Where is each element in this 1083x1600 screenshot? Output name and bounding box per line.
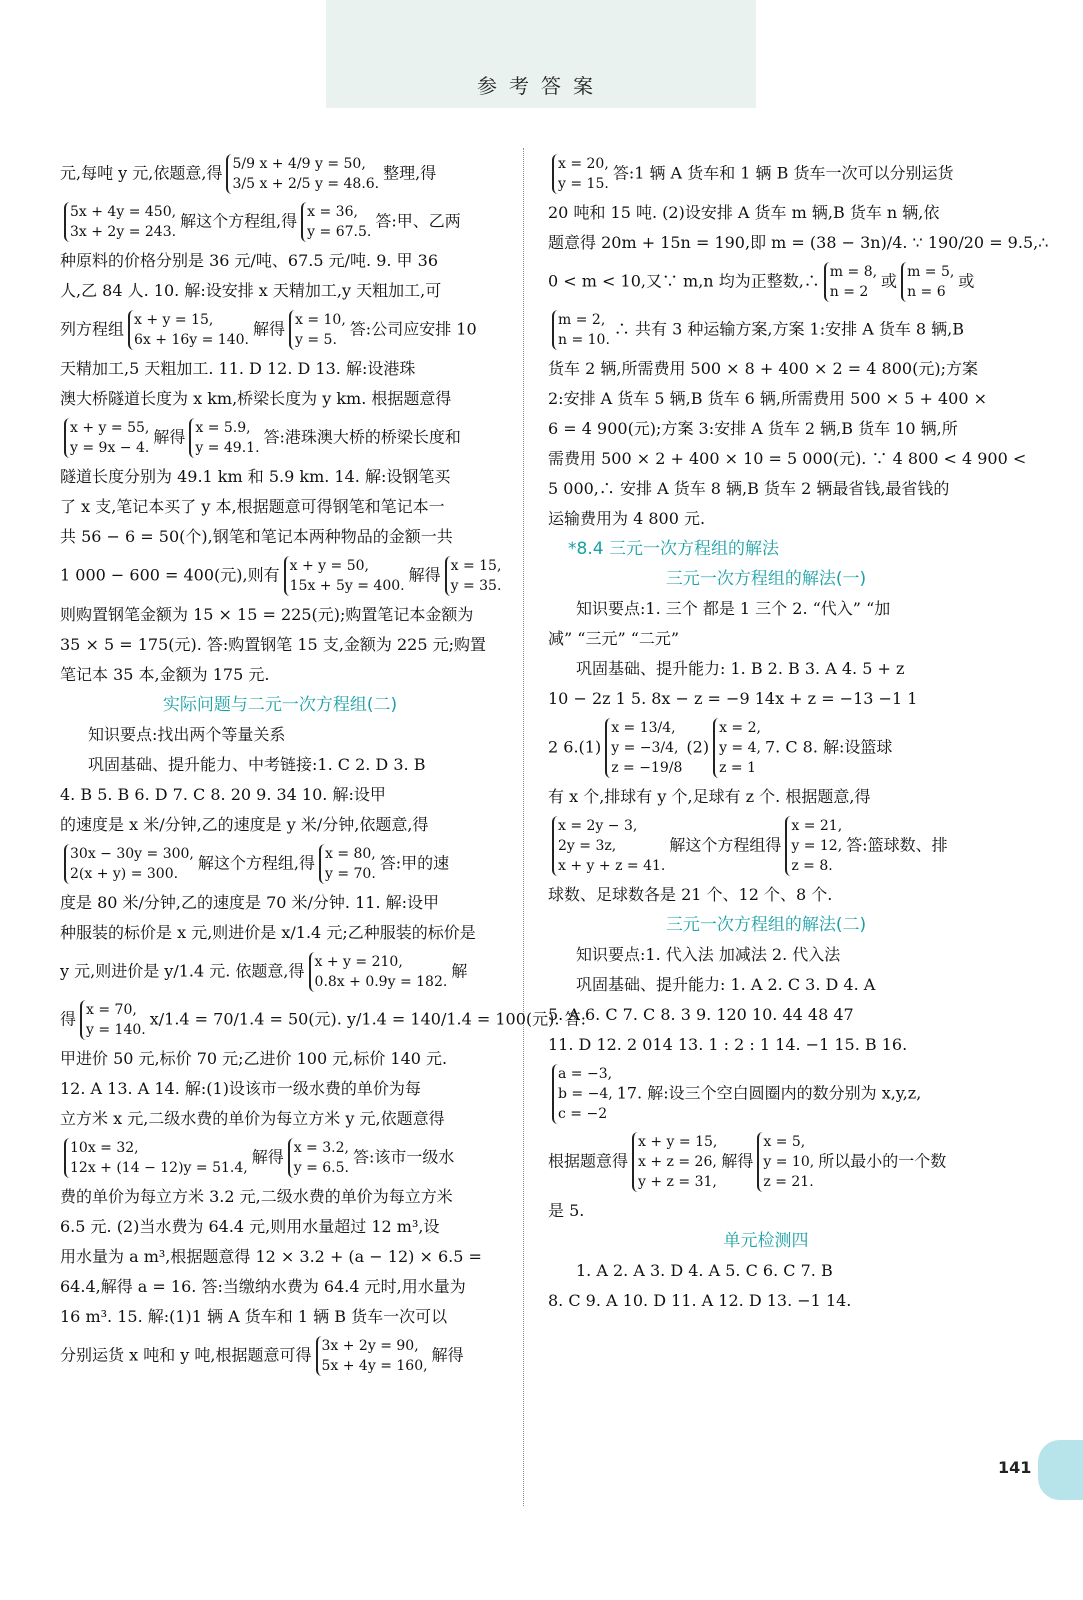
- equation-system: [64, 844, 194, 884]
- equation: x = 21,: [791, 818, 843, 834]
- answer-line: 是 5.: [548, 1201, 585, 1220]
- equation: 12x + (14 − 12)y = 51.4,: [70, 1160, 248, 1176]
- equation: 6x + 16y = 140.: [134, 332, 249, 348]
- answer-line: 了 x 支,笔记本买了 y 本,根据题意可得钢笔和笔记本一: [60, 497, 445, 516]
- equation: y = 10,: [763, 1154, 815, 1170]
- equation: z = 21.: [763, 1174, 814, 1190]
- answer-line: 知识要点:找出两个等量关系: [88, 725, 286, 744]
- equation-system: [64, 202, 176, 242]
- equation: x = 5,: [763, 1134, 806, 1150]
- answer-line: 笔记本 35 本,金额为 175 元.: [60, 665, 270, 684]
- answer-line: 16 m³. 15. 解:(1)1 辆 A 货车和 1 辆 B 货车一次可以: [60, 1307, 448, 1326]
- solution-system: [189, 418, 259, 458]
- equation-line: [548, 1128, 984, 1196]
- equation-system: [284, 556, 405, 596]
- equation-line: [60, 948, 500, 996]
- equation: y = 12,: [791, 838, 843, 854]
- line-text: ∴ 共有 3 种运输方案,方案 1:安排 A 货车 8 辆,B: [613, 319, 965, 339]
- line-text: 7. C 8. 解:设篮球: [764, 737, 893, 757]
- equation: m = 2,: [558, 312, 606, 328]
- equation: x + y = 15,: [638, 1134, 718, 1150]
- answer-line: 人,乙 84 人. 10. 解:设安排 x 天精加工,y 天粗加工,可: [60, 281, 442, 300]
- answer-line: 4. B 5. B 6. D 7. C 8. 20 9. 34 10. 解:设甲: [60, 785, 386, 804]
- line-text: 或: [881, 271, 898, 291]
- line-text: 答:1 辆 A 货车和 1 辆 B 货车一次可以分别运货: [612, 163, 954, 183]
- answer-line: 64.4,解得 a = 16. 答:当缴纳水费为 64.4 元时,用水量为: [60, 1277, 466, 1296]
- answer-line: 题意得 20m + 15n = 190,即 m = (38 − 3n)/4. ∵ 190/20 = 9.5,∴: [548, 233, 1049, 252]
- line-text: 答:篮球数、排: [846, 835, 948, 855]
- answer-line: 5 000,∴ 安排 A 货车 8 辆,B 货车 2 辆最省钱,最省钱的: [548, 479, 950, 498]
- equation: y + z = 31,: [638, 1174, 717, 1190]
- line-text: 列方程组: [60, 319, 125, 339]
- equation-system: [309, 952, 448, 992]
- solution-system: [319, 844, 376, 884]
- answer-line: 甲进价 50 元,标价 70 元;乙进价 100 元,标价 140 元.: [60, 1049, 448, 1068]
- answer-line: 11. D 12. 2 014 13. 1 : 2 : 1 14. −1 15. B 16.: [548, 1035, 908, 1054]
- answer-line: 巩固基础、提升能力: 1. A 2. C 3. D 4. A: [576, 975, 876, 994]
- equation: x = 36,: [307, 204, 358, 220]
- line-text: 2 6.(1): [548, 737, 602, 757]
- line-text: (2): [686, 737, 710, 757]
- line-text: 答:甲的速: [379, 853, 450, 873]
- answer-line: 20 吨和 15 吨. (2)设安排 A 货车 m 辆,B 货车 n 辆,依: [548, 203, 940, 222]
- equation: x + y = 50,: [289, 558, 369, 574]
- equation: 5x + 4y = 160,: [321, 1358, 428, 1374]
- equation: x = 5.9,: [195, 420, 251, 436]
- line-text: 分别运货 x 吨和 y 吨,根据题意可得: [60, 1345, 312, 1365]
- answer-line: 需费用 500 × 2 + 400 × 10 = 5 000(元). ∵ 4 800 < 4 900 <: [548, 449, 1027, 468]
- answer-line: 35 × 5 = 175(元). 答:购置钢笔 15 支,金额为 225 元;购置: [60, 635, 487, 654]
- answer-line: 6 = 4 900(元);方案 3:安排 A 货车 2 辆,B 货车 10 辆,所: [548, 419, 958, 438]
- equation: n = 2: [829, 284, 869, 300]
- line-text: 或: [958, 271, 975, 291]
- equation: y = 67.5.: [307, 224, 372, 240]
- answer-line: 巩固基础、提升能力、中考链接:1. C 2. D 3. B: [88, 755, 426, 774]
- equation-system: [552, 816, 665, 876]
- equation: 5x + 4y = 450,: [70, 204, 177, 220]
- line-text: 解得: [408, 565, 441, 585]
- equation: x + y + z = 41.: [558, 858, 666, 874]
- equation-system: [64, 1138, 248, 1178]
- equation: m = 5,: [907, 264, 955, 280]
- line-text: 解得: [252, 319, 285, 339]
- answer-line: 12. A 13. A 14. 解:(1)设该市一级水费的单价为每: [60, 1079, 421, 1098]
- equation-line: [60, 306, 500, 354]
- line-text: 解得: [431, 1345, 464, 1365]
- solution-system: [757, 1132, 814, 1192]
- equation-line: [548, 812, 984, 880]
- solution-system: [289, 310, 346, 350]
- equation: y = 35.: [450, 578, 502, 594]
- equation: 2(x + y) = 300.: [70, 866, 179, 882]
- equation: x + y = 55,: [70, 420, 150, 436]
- equation: b = −4,: [558, 1086, 613, 1102]
- equation-line: [548, 1060, 984, 1128]
- section-heading: *8.4 三元一次方程组的解法: [568, 539, 779, 559]
- line-text: 整理,得: [383, 163, 437, 183]
- answer-line: 1. A 2. A 3. D 4. A 5. C 6. C 7. B: [576, 1261, 833, 1280]
- equation: y = 5.: [295, 332, 337, 348]
- subsection-heading: 实际问题与二元一次方程组(二): [162, 695, 398, 715]
- equation: z = 1: [719, 760, 756, 776]
- equation: x = 10,: [295, 312, 346, 328]
- answer-line: 费的单价为每立方米 3.2 元,二级水费的单价为每立方米: [60, 1187, 453, 1206]
- subsection-heading: 三元一次方程组的解法(一): [665, 569, 867, 589]
- equation: y = −3/4,: [611, 740, 679, 756]
- line-text: 所以最小的一个数: [818, 1151, 947, 1171]
- line-text: 解得: [251, 1147, 284, 1167]
- equation-line: [60, 414, 500, 462]
- equation-line: [548, 150, 984, 198]
- equation: x = 13/4,: [611, 720, 676, 736]
- answer-line: 共 56 − 6 = 50(个),钢笔和笔记本两种物品的金额一共: [60, 527, 453, 546]
- solution-system: [713, 718, 761, 778]
- equation: y = 49.1.: [195, 440, 260, 456]
- line-text: 解得: [153, 427, 186, 447]
- equation: y = 15.: [558, 176, 609, 192]
- line-text: 解这个方程组得: [669, 835, 782, 855]
- answer-line: 天精加工,5 天粗加工. 11. D 12. D 13. 解:设港珠: [60, 359, 416, 378]
- answer-line: 种服装的标价是 x 元,则进价是 x/1.4 元;乙种服装的标价是: [60, 923, 476, 942]
- equation: x = 3.2,: [293, 1140, 349, 1156]
- line-text: 解这个方程组,得: [197, 853, 315, 873]
- answer-line: 8. C 9. A 10. D 11. A 12. D 13. −1 14.: [548, 1291, 852, 1310]
- answer-line: 6.5 元. (2)当水费为 64.4 元,则用水量超过 12 m³,设: [60, 1217, 440, 1236]
- equation-system: [128, 310, 249, 350]
- line-text: 解: [451, 961, 468, 981]
- equation: x = 20,: [558, 156, 609, 172]
- equation-system: [64, 418, 149, 458]
- answer-line: 巩固基础、提升能力: 1. B 2. B 3. A 4. 5 + z: [576, 659, 905, 678]
- equation: x = 70,: [86, 1002, 137, 1018]
- page-title: 参考答案: [477, 74, 605, 98]
- answer-line: 运输费用为 4 800 元.: [548, 509, 706, 528]
- solution-system: [901, 262, 954, 302]
- page-tab: [1038, 1440, 1083, 1500]
- equation-system: [552, 310, 610, 350]
- answer-line: 有 x 个,排球有 y 个,足球有 z 个. 根据题意,得: [548, 787, 871, 806]
- equation-line: [548, 306, 984, 354]
- equation: 5/9 x + 4/9 y = 50,: [232, 156, 366, 172]
- line-text: 答:该市一级水: [352, 1147, 455, 1167]
- equation: x = 80,: [324, 846, 376, 862]
- header-band: [326, 0, 756, 108]
- equation: c = −2: [558, 1106, 608, 1122]
- equation: a = −3,: [558, 1066, 613, 1082]
- equation-line: [60, 1134, 500, 1182]
- equation: y = 6.5.: [293, 1160, 349, 1176]
- equation: m = 8,: [829, 264, 878, 280]
- answer-line: 10 − 2z 1 5. 8x − z = −9 14x + z = −13 −1 1: [548, 689, 918, 708]
- equation-line: [60, 150, 500, 198]
- solution-system: [288, 1138, 349, 1178]
- answer-line: 立方米 x 元,二级水费的单价为每立方米 y 元,依题意得: [60, 1109, 445, 1128]
- equation: y = 140.: [86, 1022, 146, 1038]
- line-text: 答:公司应安排 10: [349, 319, 477, 339]
- line-text: 解得: [721, 1151, 754, 1171]
- line-text: 根据题意得: [548, 1151, 629, 1171]
- line-text: 元,每吨 y 元,依题意,得: [60, 163, 223, 183]
- answer-line: 的速度是 x 米/分钟,乙的速度是 y 米/分钟,依题意,得: [60, 815, 429, 834]
- equation-line: [60, 198, 500, 246]
- equation: x + z = 26,: [638, 1154, 717, 1170]
- equation: x = 2y − 3,: [558, 818, 638, 834]
- answer-line: 度是 80 米/分钟,乙的速度是 70 米/分钟. 11. 解:设甲: [60, 893, 440, 912]
- answer-line: 澳大桥隧道长度为 x km,桥梁长度为 y km. 根据题意得: [60, 389, 452, 408]
- answer-line: 5. A 6. C 7. C 8. 3 9. 120 10. 44 48 47: [548, 1005, 854, 1024]
- answer-line: 隧道长度分别为 49.1 km 和 5.9 km. 14. 解:设钢笔买: [60, 467, 451, 486]
- equation-line: [548, 714, 984, 782]
- line-text: 答:甲、乙两: [375, 211, 461, 231]
- equation: 30x − 30y = 300,: [70, 846, 194, 862]
- answer-line: 种原料的价格分别是 36 元/吨、67.5 元/吨. 9. 甲 36: [60, 251, 438, 270]
- answer-line: 减” “三元” “二元”: [548, 629, 680, 648]
- equation: x = 2,: [719, 720, 761, 736]
- equation: 0.8x + 0.9y = 182.: [314, 974, 448, 990]
- equation: y = 4,: [719, 740, 761, 756]
- line-text: 答:港珠澳大桥的桥梁长度和: [263, 427, 461, 447]
- equation: x = 15,: [450, 558, 502, 574]
- equation-system: [226, 154, 379, 194]
- answer-line: 球数、足球数各是 21 个、12 个、8 个.: [548, 885, 833, 904]
- page-number: 141: [998, 1458, 1032, 1477]
- equation: z = −19/8: [611, 760, 683, 776]
- answer-line: 知识要点:1. 代入法 加减法 2. 代入法: [576, 945, 841, 964]
- equation: y = 9x − 4.: [70, 440, 150, 456]
- equation-line: [548, 258, 984, 306]
- subsection-heading: 单元检测四: [723, 1231, 809, 1251]
- solution-system: [785, 816, 842, 876]
- line-text: 0 < m < 10,又∵ m,n 均为正整数,∴: [548, 271, 820, 291]
- solution-system: [445, 556, 502, 596]
- equation: 2y = 3z,: [558, 838, 617, 854]
- equation-system: [316, 1336, 428, 1376]
- equation-system: [605, 718, 682, 778]
- equation-system: [632, 1132, 717, 1192]
- solution-system: [301, 202, 371, 242]
- equation: 3/5 x + 2/5 y = 48.6.: [232, 176, 380, 192]
- line-text: x/1.4 = 70/1.4 = 50(元). y/1.4 = 140/1.4 = 100(元). 答:: [149, 1009, 586, 1029]
- equation-line: [60, 996, 586, 1044]
- equation-system: [552, 1064, 613, 1124]
- equation: 3x + 2y = 90,: [321, 1338, 419, 1354]
- answer-line: 2:安排 A 货车 5 辆,B 货车 6 辆,所需费用 500 × 5 + 400 ×: [548, 389, 988, 408]
- equation: 3x + 2y = 243.: [70, 224, 177, 240]
- answer-line: 则购置钢笔金额为 15 × 15 = 225(元);购置笔记本金额为: [60, 605, 474, 624]
- equation-system: [80, 1000, 146, 1040]
- equation: x + y = 210,: [314, 954, 403, 970]
- line-text: 得: [60, 1009, 77, 1029]
- equation: y = 70.: [324, 866, 376, 882]
- right-column: [548, 150, 1049, 1316]
- answer-line: 货车 2 辆,所需费用 500 × 8 + 400 × 2 = 4 800(元);方案: [548, 359, 978, 378]
- equation: n = 10.: [558, 332, 610, 348]
- equation-line: [60, 552, 500, 600]
- answer-line: 知识要点:1. 三个 都是 1 三个 2. “代入” “加: [576, 599, 891, 618]
- equation: z = 8.: [791, 858, 833, 874]
- equation: 15x + 5y = 400.: [289, 578, 405, 594]
- equation: x + y = 15,: [134, 312, 214, 328]
- equation: 10x = 32,: [70, 1140, 139, 1156]
- subsection-heading: 三元一次方程组的解法(二): [665, 915, 867, 935]
- line-text: 解这个方程组,得: [180, 211, 298, 231]
- line-text: 17. 解:设三个空白圆圈内的数分别为 x,y,z,: [616, 1083, 922, 1103]
- equation-system: [552, 154, 609, 194]
- answer-line: 用水量为 a m³,根据题意得 12 × 3.2 + (a − 12) × 6.5 =: [60, 1247, 482, 1266]
- line-text: 1 000 − 600 = 400(元),则有: [60, 565, 280, 585]
- equation: n = 6: [907, 284, 946, 300]
- column-divider: [523, 148, 524, 1506]
- equation-system: [824, 262, 877, 302]
- equation-line: [60, 840, 500, 888]
- line-text: y 元,则进价是 y/1.4 元. 依题意,得: [60, 961, 305, 981]
- equation-line: [60, 1332, 500, 1380]
